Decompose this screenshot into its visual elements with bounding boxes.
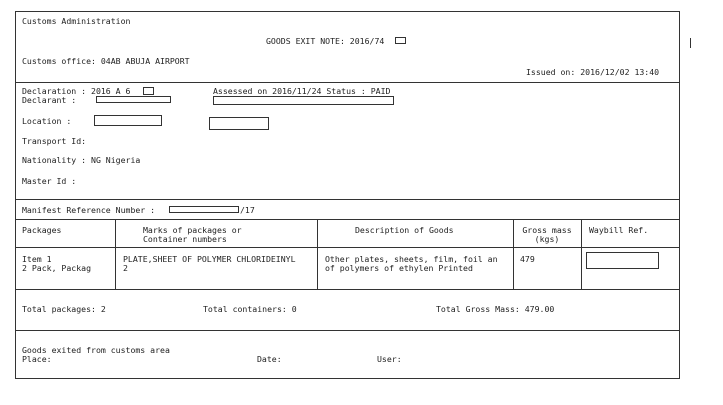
- manifest-label: Manifest Reference Number :: [22, 205, 156, 215]
- col-marks-line2: Container numbers: [143, 234, 227, 244]
- item-gross-mass: 479: [520, 254, 535, 264]
- col-marks: Marks of packages or: [143, 225, 242, 235]
- exit-statement: Goods exited from customs area: [22, 345, 170, 355]
- col-gross-mass: Gross mass: [522, 225, 572, 235]
- assessment-status: Assessed on 2016/11/24 Status : PAID: [213, 86, 391, 96]
- item-number: Item 1: [22, 254, 52, 264]
- total-containers: Total containers: 0: [203, 304, 297, 314]
- divider: [15, 82, 680, 83]
- date-label: Date:: [257, 354, 282, 364]
- col-description: Description of Goods: [355, 225, 454, 235]
- total-packages: Total packages: 2: [22, 304, 106, 314]
- column-divider: [115, 219, 116, 290]
- user-label: User:: [377, 354, 402, 364]
- total-gross-mass: Total Gross Mass: 479.00: [436, 304, 555, 314]
- redacted-declaration-suffix: [143, 87, 154, 95]
- redacted-manifest-number: [169, 206, 239, 213]
- declaration-number: Declaration : 2016 A 6: [22, 86, 131, 96]
- item-description-line2: of polymers of ethylen Printed: [325, 263, 473, 273]
- divider: [15, 330, 680, 331]
- item-packages: 2 Pack, Packag: [22, 263, 92, 273]
- item-marks: PLATE,SHEET OF POLYMER CHLORIDEINYL: [123, 254, 296, 264]
- place-label: Place:: [22, 354, 52, 364]
- divider: [15, 289, 680, 290]
- note-title: GOODS EXIT NOTE: 2016/74: [266, 36, 385, 46]
- transport-id: Transport Id:: [22, 136, 87, 146]
- col-waybill: Waybill Ref.: [589, 225, 649, 235]
- divider: [15, 199, 680, 200]
- location-detail-field: [209, 117, 269, 130]
- issued-date: Issued on: 2016/12/02 13:40: [526, 67, 660, 77]
- item-description: Other plates, sheets, film, foil an: [325, 254, 498, 264]
- redacted-note-number: [395, 37, 406, 44]
- column-divider: [317, 219, 318, 290]
- col-gross-unit: (kgs): [534, 234, 560, 244]
- location-field: [94, 115, 162, 126]
- column-divider: [581, 219, 582, 290]
- customs-office: Customs office: 04AB ABUJA AIRPORT: [22, 56, 190, 66]
- declarant-label: Declarant :: [22, 95, 77, 105]
- margin-mark: [690, 38, 691, 48]
- manifest-suffix: /17: [240, 205, 255, 215]
- waybill-field: [586, 252, 659, 269]
- item-marks-line2: 2: [123, 263, 128, 273]
- master-id: Master Id :: [22, 176, 77, 186]
- location-label: Location :: [22, 116, 72, 126]
- declarant-field: [96, 96, 171, 103]
- column-divider: [513, 219, 514, 290]
- declarant-name-field: [213, 96, 394, 105]
- col-packages: Packages: [22, 225, 62, 235]
- nationality: Nationality : NG Nigeria: [22, 155, 141, 165]
- authority-name: Customs Administration: [22, 16, 131, 26]
